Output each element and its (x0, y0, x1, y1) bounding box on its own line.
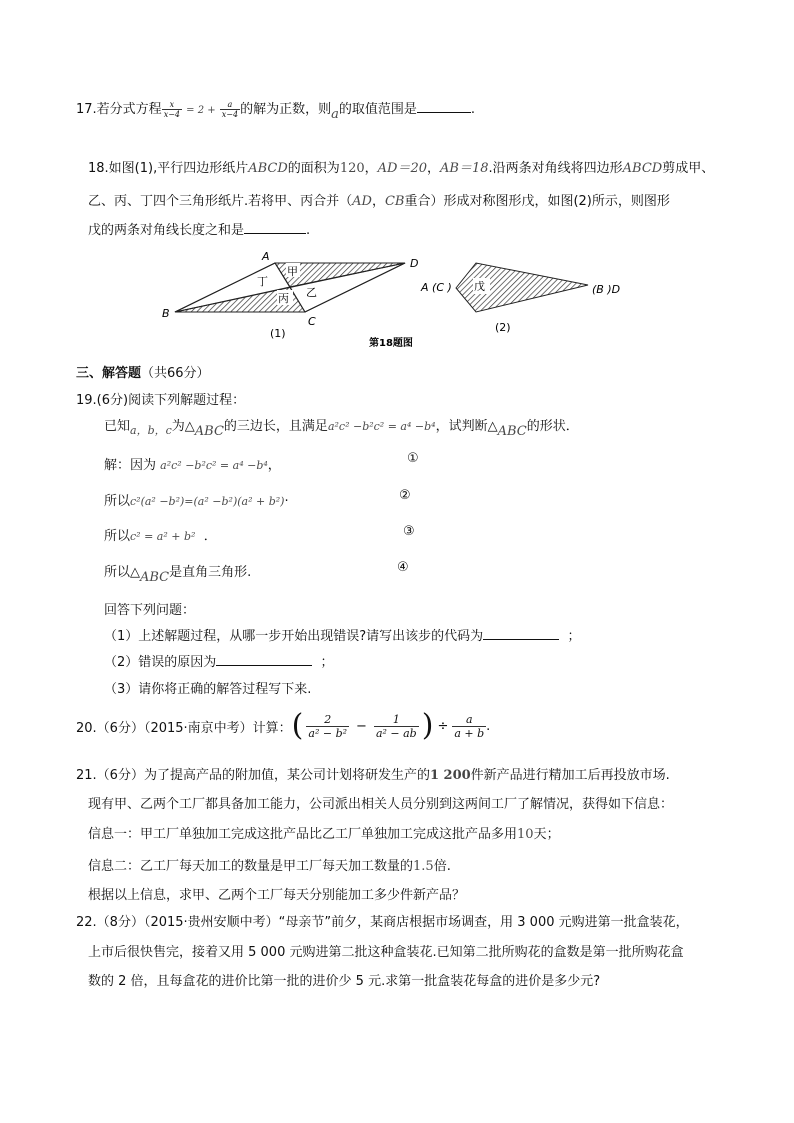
q19-head: 19.(6分)阅读下列解题过程： (76, 393, 246, 408)
q18-line1: 18.如图(1),平行四边形纸片ABCD的面积为120，AD＝20，AB＝18.沿两条对角线将四边形ABCD剪成甲、 (88, 161, 715, 176)
q20-frac2: $\frac{1}{\text{a² − ab}}$ (375, 712, 417, 740)
answer-blank[interactable] (417, 100, 471, 113)
q21-line2: 现有甲、乙两个工厂都具备加工能力，公司派出相关人员分别到这两间工厂了解情况，获得如下信息： (88, 797, 674, 812)
q17-prefix: 17.若分式方程 (76, 102, 162, 117)
q17-frac-a: $\frac{a}{x-4}$ (221, 100, 239, 119)
q18-line3: 戊的两条对角线长度之和是 . (88, 223, 311, 238)
q17-frac-x: $\frac{x}{x-4}$ (163, 100, 180, 119)
q22-line2: 上市后很快售完，接着又用 5 000 元购进第二批这种盒装花.已知第二批所购花的盒数是第一批所购花盒 (88, 945, 684, 960)
vertex-b-label: B (162, 307, 170, 320)
answer-blank[interactable] (483, 627, 559, 640)
q19-step2: 所以c²(a² −b²)=(a² −b²)(a² + b²)· (104, 494, 289, 509)
step-marker-3: ③ (403, 524, 415, 539)
q19-step3: 所以c² = a² + b² ． (104, 529, 217, 544)
q19-given: 已知$_{a,b,c}$为△ABC的三边长，且满足a²c² −b²c² = a⁴ −b⁴，试判断△ABC的形状． (104, 419, 579, 439)
q17-eq: = 2 + (186, 105, 216, 116)
q18-line2: 乙、丙、丁四个三角形纸片.若将甲、丙合并（AD，CB重合）形成对称图形戊，如图(2)所示，则图形 (88, 194, 670, 209)
q20-frac3: $\frac{a}{a + b}$ (454, 712, 485, 740)
label-jia: 甲 (287, 265, 298, 278)
step-marker-2: ② (399, 488, 411, 503)
section-title: 三、解答题（共66分） (76, 366, 210, 381)
vertex-c-label: C (308, 315, 316, 328)
answer-blank[interactable] (244, 221, 306, 234)
q19-step4: 所以△ABC是直角三角形. (104, 565, 252, 585)
figure-caption: 第18题图 (369, 338, 413, 349)
q21-line3: 信息一：甲工厂单独加工完成这批产品比乙工厂单独加工完成这批产品多用10天； (88, 827, 560, 842)
q21-line1: 21.（6分）为了提高产品的附加值，某公司计划将研发生产的1 200件新产品进行精加工后再投放市场. (76, 768, 670, 783)
label-wu: 戊 (474, 280, 485, 293)
label-bing: 丙 (278, 292, 289, 305)
q19-part1: （1）上述解题过程，从哪一步开始出现错误?请写出该步的代码为 ； (104, 629, 581, 644)
q19-ask: 回答下列问题： (104, 603, 196, 618)
step-marker-1: ① (407, 451, 419, 466)
q18-figure (150, 245, 650, 355)
step-marker-4: ④ (397, 560, 409, 575)
label-ding: 丁 (257, 275, 268, 288)
q21-line4: 信息二：乙工厂每天加工的数量是甲工厂每天加工数量的1.5倍. (88, 859, 451, 874)
q17-var-a: a (331, 107, 339, 122)
q17-line: 17.若分式方程 $\frac{x}{x-4}$ = 2 + $\frac{a}{x-4}$ 的解为正数，则a的取值范围是 . (76, 100, 476, 122)
vertex-d-label: D (410, 257, 419, 270)
vertex-a-label: A (262, 250, 270, 263)
q22-line1: 22.（8分）（2015·贵州安顺中考）“母亲节”前夕，某商店根据市场调查，用 3 000 元购进第一批盒装花， (76, 915, 689, 930)
answer-blank[interactable] (216, 653, 312, 666)
q19-part3: （3）请你将正确的解答过程写下来. (104, 682, 312, 697)
q20-frac1: $\frac{2}{\text{a² − b²}}$ (308, 712, 348, 740)
q22-line3: 数的 2 倍，且每盒花的进价比第一批的进价少 5 元.求第一批盒装花每盒的进价是多少元? (88, 974, 601, 989)
label-yi: 乙 (306, 286, 317, 299)
fig2-label: (2) (495, 321, 511, 334)
q21-line5: 根据以上信息，求甲、乙两个工厂每天分别能加工多少件新产品？ (88, 888, 466, 903)
vertex-ac-label: A (C ) (421, 281, 452, 294)
q19-part2: （2）错误的原因为 ； (104, 655, 334, 670)
fig1-label: (1) (270, 327, 286, 340)
q19-step1: 解：因为 a²c² −b²c² = a⁴ −b⁴， (104, 458, 281, 473)
q20-line: 20.（6分）（2015·南京中考）计算： ( $\frac{2}{\text{a² − b²}}$ − $\frac{1}{\text{a² − ab}}$ ) ÷ $\frac{a}{a + b}$ . (76, 708, 491, 743)
vertex-bd-label: (B )D (592, 283, 621, 296)
